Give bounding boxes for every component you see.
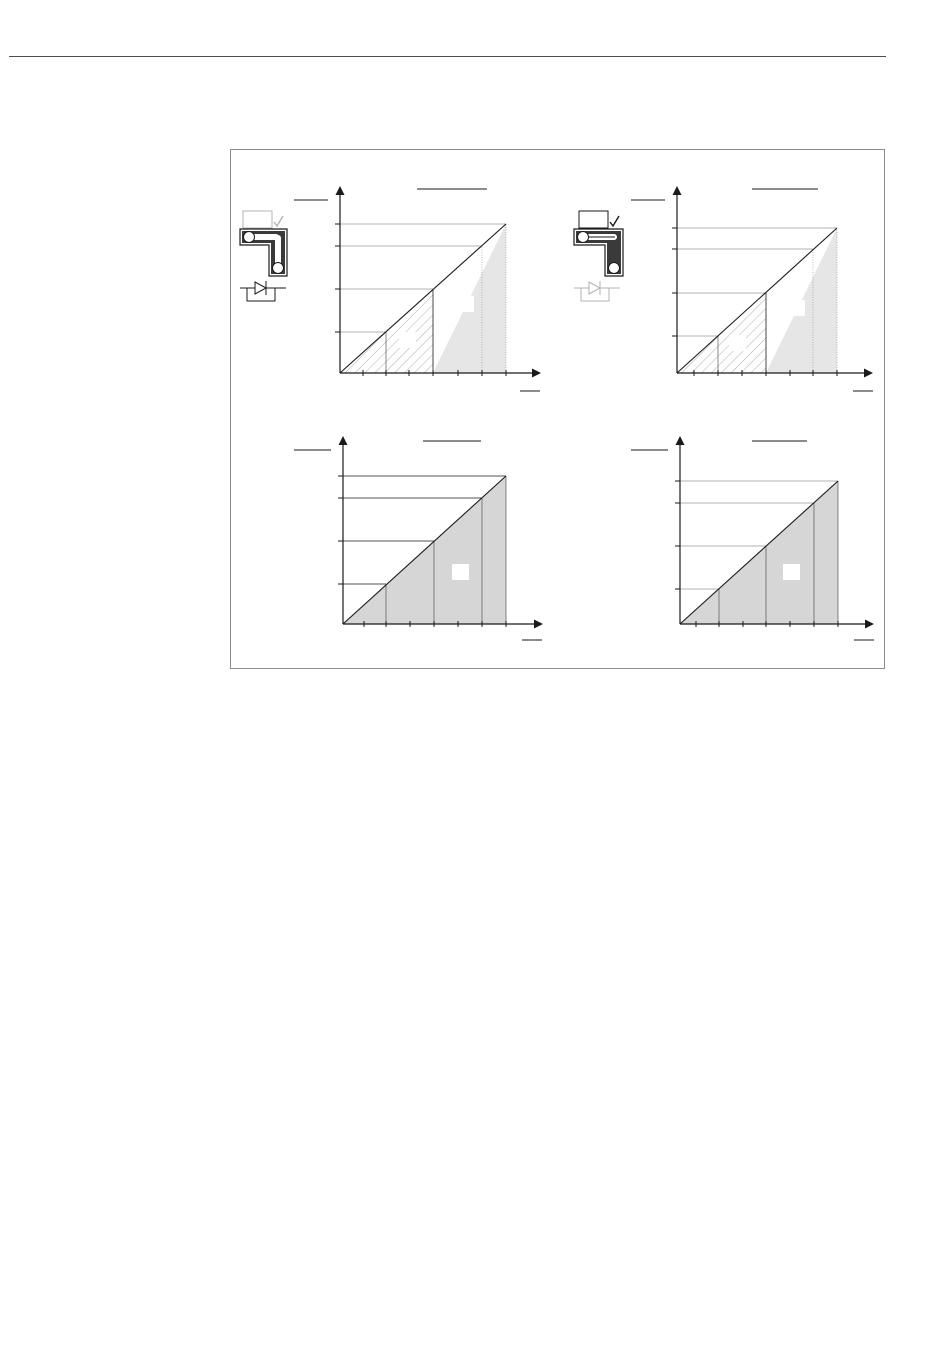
y-ticks	[672, 228, 677, 336]
bent-tube-horizontal-icon	[574, 211, 623, 276]
diode-icon	[574, 281, 620, 301]
figure-frame	[230, 149, 885, 669]
region-label-box	[452, 564, 469, 580]
panel-top-left	[240, 188, 540, 391]
region-label-box	[457, 296, 474, 312]
y-ticks	[338, 476, 343, 584]
panel-bottom-right	[631, 438, 874, 640]
bent-tube-vertical-icon	[240, 211, 287, 276]
y-ticks	[335, 224, 340, 332]
region-label-box	[783, 564, 800, 580]
y-ticks	[675, 481, 680, 589]
diode-icon	[240, 281, 286, 301]
panel-bottom-left	[294, 438, 542, 640]
header-rule	[9, 56, 886, 57]
region-label-box	[729, 335, 746, 351]
panel-top-right	[574, 188, 873, 391]
region-label-box	[788, 300, 805, 316]
diagram-canvas	[231, 150, 886, 670]
region-label-box	[399, 332, 416, 348]
